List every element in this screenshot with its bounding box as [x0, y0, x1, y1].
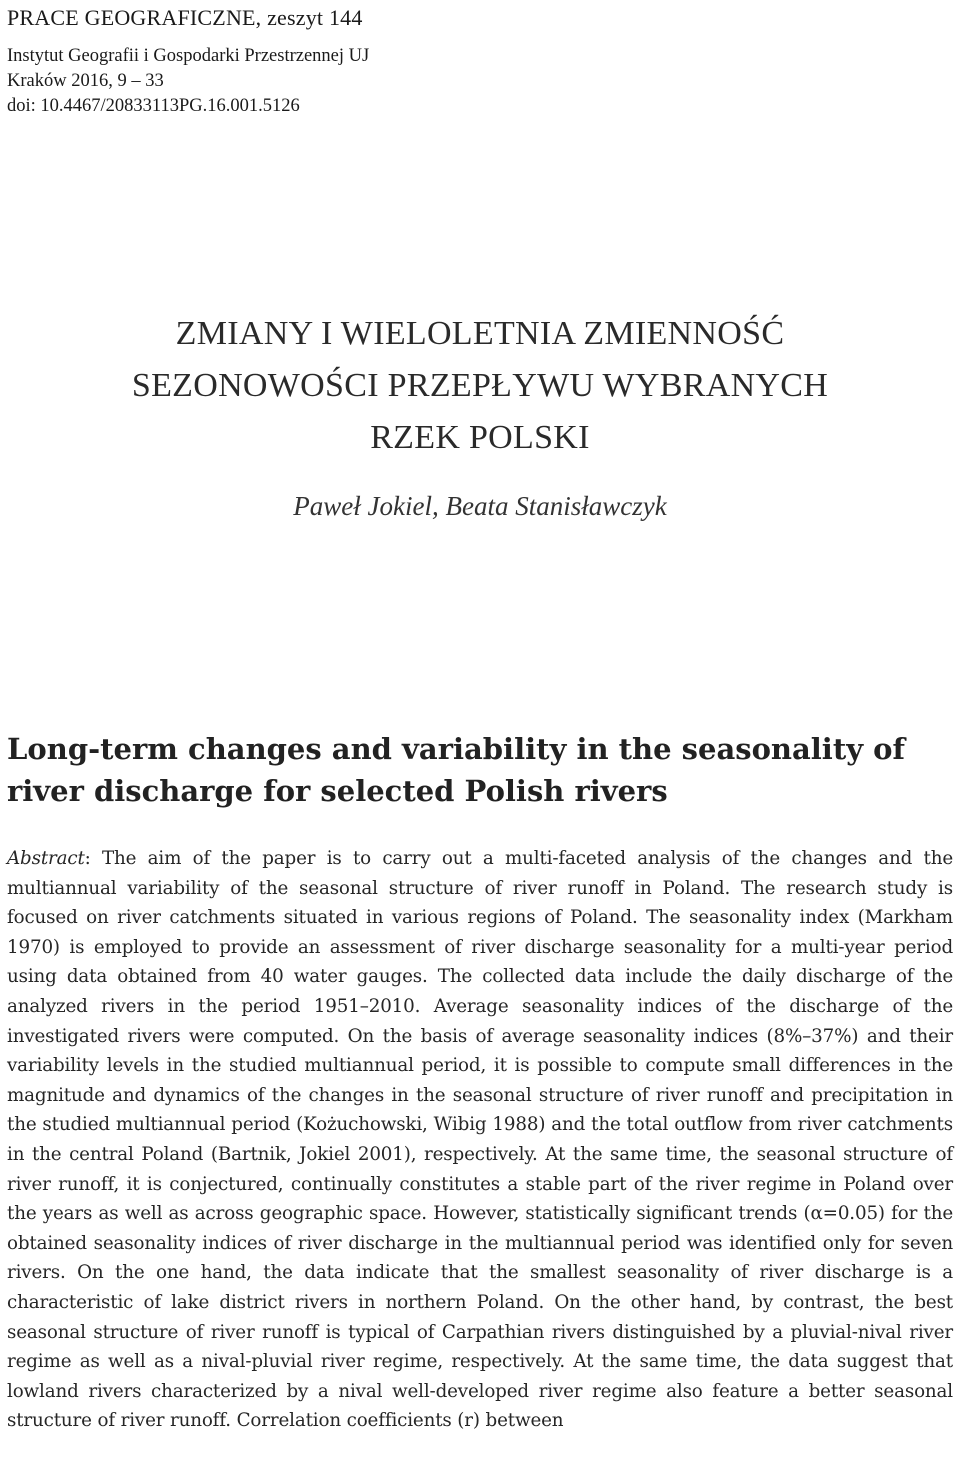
title-line-1: ZMIANY I WIELOLETNIA ZMIENNOŚĆ: [175, 315, 785, 352]
abstract-label: Abstract: [7, 848, 85, 869]
authors: Paweł Jokiel, Beata Stanisławczyk: [293, 491, 667, 521]
title-line-3: RZEK POLSKI: [370, 419, 590, 456]
place-year-pages: Kraków 2016, 9 – 33: [7, 71, 164, 91]
paper-title: [0, 308, 960, 464]
doi-link[interactable]: doi: 10.4467/20833113PG.16.001.5126: [7, 96, 300, 116]
title-line-2: SEZONOWOŚCI PRZEPŁYWU WYBRANYCH: [131, 367, 829, 404]
english-title: Long-term changes and variability in the seasonality of river discharge for selected Polish rivers: [7, 732, 905, 808]
journal-name: PRACE GEOGRAFICZNE, zeszyt 144: [7, 5, 363, 30]
abstract-text: : The aim of the paper is to carry out a multi-faceted analysis of the changes and the multiannual variability of the seasonal structure of river runoff in Poland. The research study is focused on river catchments situated in various regions of Poland. The seasonality index (Markham 1970) is employed to provide an assessment of river discharge seasonality for a multi-year period using data obtained from 40 water gauges. The collected data include the daily discharge of the analyzed rivers in the period 1951–2010. Average seasonality indices of the discharge of the investigated rivers were computed. On the basis of average seasonality indices (8%–37%) and their variability levels in the studied multiannual period, it is possible to compute small differences in the magnitude and dynamics of the changes in the seasonal structure of river runoff and precipitation in the studied multiannual period (Kożuchowski, Wibig 1988) and the total outflow from river catchments in the central Poland (Bartnik, Jokiel 2001), respectively. At the same time, the seasonal structure of river runoff, it is conjectured, continually constitutes a stable part of the river regime in Poland over the years as well as across geographic space. However, statistically significant trends (α=0.05) for the obtained seasonality indices of river discharge in the multiannual period was identified only for seven rivers. On the one hand, the data indicate that the smallest seasonality of river discharge is a characteristic of lake district rivers in northern Poland. On the other hand, by contrast, the best seasonal structure of river runoff is typical of Carpathian rivers distinguished by a pluvial-nival river regime as well as a nival-pluvial river regime, respectively. At the same time, the data suggest that lowland rivers characterized by a nival well-developed river regime also feature a better seasonal structure of river runoff. Correlation coefficients (r) between: [7, 848, 953, 1432]
journal-header: [7, 0, 947, 119]
institute-name: Instytut Geografii i Gospodarki Przestrzennej UJ: [7, 46, 370, 66]
abstract: [7, 844, 953, 1436]
